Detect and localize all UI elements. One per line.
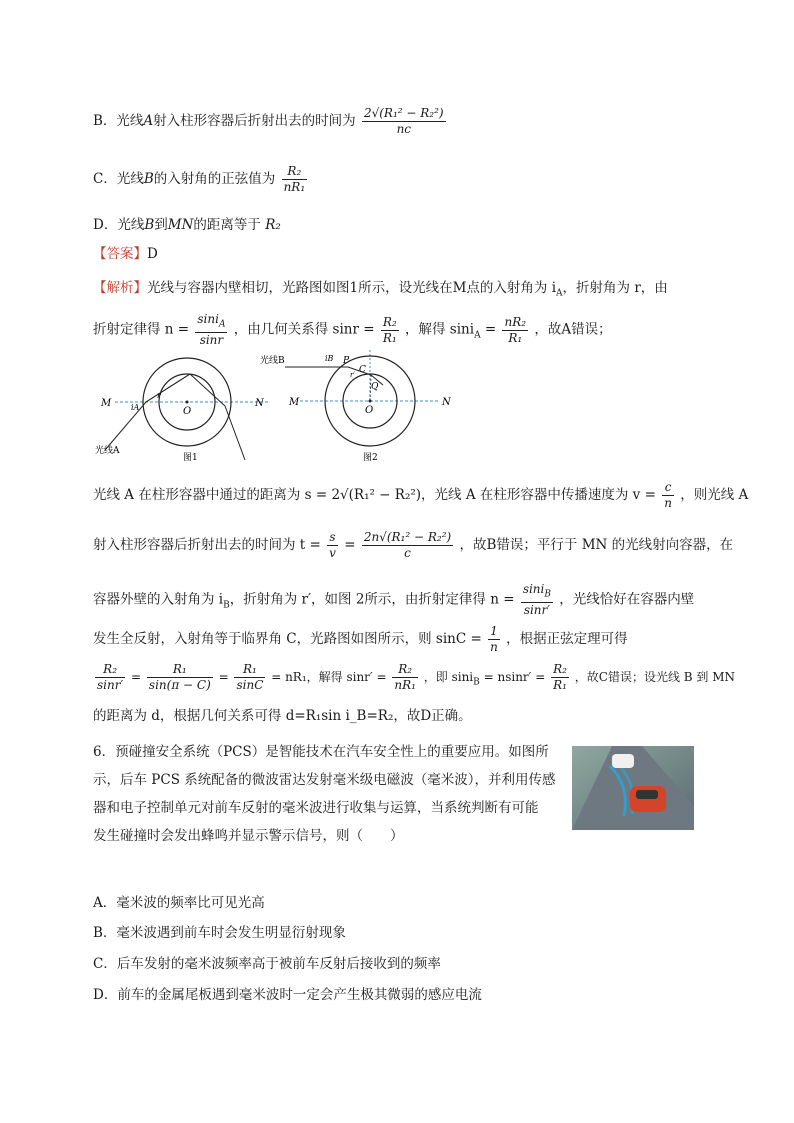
q6-line-1: 6．预碰撞安全系统（PCS）是智能技术在汽车安全性上的重要应用。如图所 [93,744,549,760]
svg-text:M: M [289,397,300,408]
analysis-line-4: 射入柱形容器后折射出去的时间为 t = $\frac{s}{v}$ = $\frac{\text{2n√(R₁² − R₂²)}}{c}$ ，故B错误；平行于 MN 的光线射向容器，在 [93,530,734,560]
option-c: C．光线B的入射角的正弦值为 $\frac{\text{R₂}}{\text{nR₁}}$ [93,164,306,194]
svg-text:Q: Q [371,382,379,392]
analysis-line-3: 光线 A 在柱形容器中通过的距离为 s = 2√(R₁² − R₂²)，光线 A 在柱形容器中传播速度为 v = $\frac{c}{n}$ ，则光线 A [93,480,749,510]
svg-text:P: P [343,356,350,366]
analysis-line-1: 【解析】光线与容器内壁相切，光路图如图1所示，设光线在M点的入射角为 $i_A$，折射角为 r，由 [93,280,668,299]
analysis-line-6: 发生全反射，入射角等于临界角 C，光路图如图所示，则 sinC = $\frac{1}{n}$ ，根据正弦定理可得 [93,624,628,654]
figure-2 [255,345,455,467]
q6-option-d: D．前车的金属尾板遇到毫米波时一定会产生极其微弱的感应电流 [93,987,482,1003]
option-d: D．光线B到MN的距离等于 R₂ [93,217,281,233]
q6-option-c: C．后车发射的毫米波频率高于被前车反射后接收到的频率 [93,956,441,972]
svg-text:r: r [157,391,161,400]
svg-text:N: N [255,398,264,409]
answer-line: 【答案】D [93,246,158,262]
figure-1 [95,350,275,465]
front-car [612,754,634,768]
svg-text:O: O [183,406,192,417]
pcs-car-photo [572,746,694,830]
fraction: $\frac{\text{2√(R₁² − R₂²)}}{nc}$ [363,106,444,136]
q6-line-3: 器和电子控制单元对前车反射的毫米波进行收集与运算，当系统判断有可能 [93,800,539,816]
analysis-line-2: 折射定律得 n = $\frac{\sin i_A}{\sin r}$ ，由几何关系得 sinr = $\frac{\text{R₂}}{\text{R₁}}$ ，解得 sini$_A$ = $\frac{\text{nR₂}}{\text{R₁}}$ ，故A错误； [93,312,612,348]
svg-text:光线A: 光线A [95,446,120,456]
svg-text:图1: 图1 [183,453,198,463]
analysis-line-8: 的距离为 d，根据几何关系可得 d=R₁sin i_B=R₂，故D正确。 [93,708,472,724]
q6-option-a: A．毫米波的频率比可见光高 [93,895,265,911]
svg-text:M: M [101,398,112,409]
q6-line-2: 示，后车 PCS 系统配备的微波雷达发射毫米级电磁波（毫米波），并利用传感 [93,772,556,788]
svg-text:光线B: 光线B [260,356,285,366]
fraction: $\frac{\text{R₂}}{\text{nR₁}}$ [283,164,306,194]
svg-text:C: C [359,365,366,375]
svg-text:O: O [365,405,374,416]
q6-option-b: B．毫米波遇到前车时会发生明显衍射现象 [93,925,346,941]
svg-text:图2: 图2 [363,453,378,463]
q6-line-4: 发生碰撞时会发出蜂鸣并显示警示信号，则（ ） [93,828,404,844]
option-b: B．光线A射入柱形容器后折射出去的时间为 $\frac{\text{2√(R₁² − R₂²)}}{nc}$ [93,106,444,136]
svg-text:iB: iB [325,354,334,363]
svg-text:N: N [442,397,451,408]
svg-text:r′: r′ [350,371,355,379]
ray-a [105,402,146,450]
svg-text:iA: iA [131,403,140,412]
analysis-line-5: 容器外壁的入射角为 $i_B$，折射角为 r′，如图 2所示，由折射定律得 n = $\frac{\sin i_B}{\sin r'}$ ，光线恰好在容器内壁 [93,582,695,618]
analysis-line-7: $\frac{\text{R₂}}{\sin r'}$ = $\frac{\text{R₁}}{\sin(\pi - C)}$ = $\frac{\text{R₁}}{\sin C}$ = nR₁，解得 sinr′ = $\frac{\text{R₂}}{\text{nR₁}}$ ，即 sini$_B$ = nsinr′ = $\frac{\text{R₂}}{\text{R₁}}$ ，故C错误；设光线 B 到 MN [97,662,736,692]
